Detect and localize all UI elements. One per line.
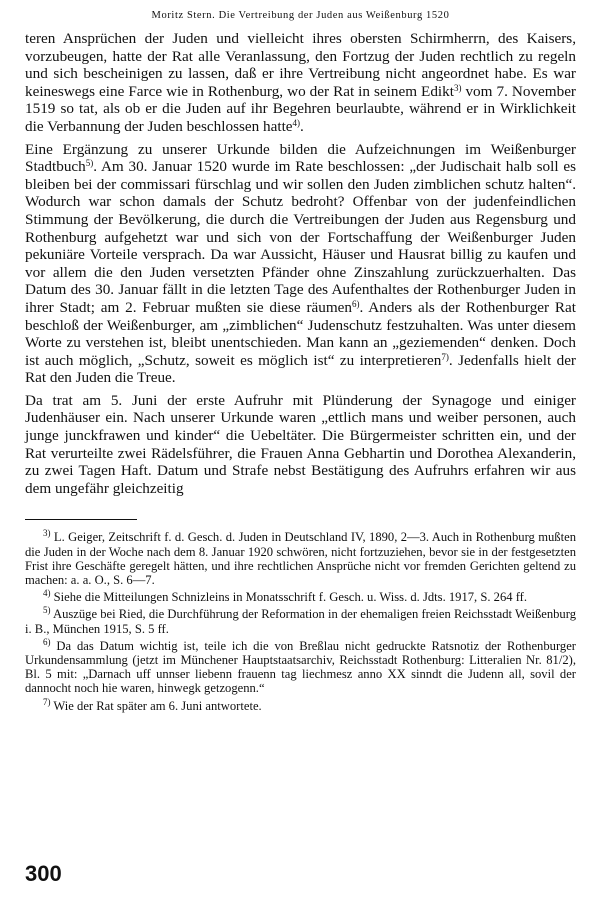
footnote bbox=[25, 607, 576, 635]
paragraph bbox=[25, 30, 576, 136]
footnote-marker: 5) bbox=[43, 605, 51, 616]
footnote-text: Da das Datum wichtig ist, teile ich die von Breßlau nicht gedruckte Ratsnotiz der Rothenburger Urkundensammlung (jetzt im Münchener Hauptstaatsarchiv, Reichsstadt Rothenburg: Litteralien Nr. 81/2), Bl. 5 mit: „Darnach uff unnser liebenn frauenn tag liechmesz anno XX sinndt die Judenn all, sovil der dannocht noch hie waren, hinwegk getzogenn.“ bbox=[25, 638, 576, 696]
main-text bbox=[25, 30, 576, 497]
footnote-ref[interactable]: 3) bbox=[453, 82, 462, 93]
footnote-ref[interactable]: 4) bbox=[292, 117, 301, 128]
footnote-marker: 7) bbox=[43, 696, 51, 707]
footnote-ref[interactable]: 5) bbox=[85, 158, 94, 169]
text-run: Eine Ergänzung zu unserer Urkunde bilden die Aufzeichnungen im Weißenburger Stadtbuch bbox=[25, 140, 576, 176]
paragraph bbox=[25, 392, 576, 498]
text-run: vom 7. November 1519 so tat, als ob er die Juden auf ihr Begehren beurlaubte, während er in Wirklichkeit die Verbannung der Juden beschlossen hatte bbox=[25, 82, 576, 135]
paragraph bbox=[25, 141, 576, 387]
text-run: . Jedenfalls hielt der Rat den Juden die Treue. bbox=[25, 351, 576, 387]
footnote-text: Siehe die Mitteilungen Schnizleins in Monatsschrift f. Gesch. u. Wiss. d. Jdts. 1917, S. 264 ff. bbox=[50, 590, 528, 605]
footnote-ref[interactable]: 6) bbox=[352, 298, 360, 309]
footnote-marker: 3) bbox=[43, 528, 51, 539]
footnote-divider bbox=[25, 519, 137, 520]
footnote bbox=[25, 530, 576, 587]
text-run: . bbox=[300, 117, 304, 135]
page-number: 300 bbox=[25, 861, 62, 886]
footnote-marker: 4) bbox=[43, 588, 51, 599]
running-header: Moritz Stern. Die Vertreibung der Juden aus Weißenburg 1520 bbox=[151, 10, 450, 21]
footnotes bbox=[25, 530, 576, 712]
footnote-marker: 6) bbox=[43, 636, 51, 647]
footnote-text: L. Geiger, Zeitschrift f. d. Gesch. d. Juden in Deutschland IV, 1890, 2—3. Auch in Rothenburg mußten die Juden in der Woche nach dem 8. Januar 1920 schwören, nicht fortzuziehen, bevor sie in der festgesetzten Frist ihre Geschäfte geregelt hätten, und ihre rechtlichen Ansprüche nicht vor fremden Gerichten geltend zu machen: a. a. O., S. 6—7. bbox=[25, 530, 576, 588]
footnote bbox=[25, 590, 576, 604]
text-run: . Am 30. Januar 1520 wurde im Rate beschlossen: „der Judischait halb soll es bleiben bei der commissari fürschlag und wir sollen den Juden zimblichen schutz halten“. Wodurch war schon damals der Schutz bedroht? Offenbar von der judenfeindlichen Stimmung der Bevölkerung, die durch die Vertreibungen der Juden aus Regensburg und Rothenburg aufgehetzt war und sich von der Fortschaffung der Weißenburger Juden pekuniäre Vorteile versprach. Da war Aussicht, Häuser und Hausrat billig zu kaufen und vor allem die den Juden versetzten Pfänder ohne Zinszahlung zurückzuerhalten. Das Datum des 30. Januar fällt in die letzten Tage des Aufenthaltes der Rothenburger Juden in ihrer Stadt; am 2. Februar mußten sie diese räumen bbox=[25, 158, 576, 316]
footnote-ref[interactable]: 7) bbox=[441, 351, 449, 362]
footnote bbox=[25, 696, 576, 713]
footnote bbox=[25, 636, 576, 696]
footnote-text: Auszüge bei Ried, die Durchführung der Reformation in der ehemaligen freien Reichsstadt Weißenburg i. B., München 1915, S. 5 ff. bbox=[25, 607, 576, 636]
text-run: teren Ansprüchen der Juden und vielleicht ihres obersten Schirmherrn, des Kaisers, vorzubeugen, hatte der Rat alle Veranlassung, den Fortzug der Juden rechtlich zu regeln und sich bescheinigen zu lassen, daß er ihre Vertreibung nicht angeordnet habe. Es war keineswegs eine Farce wie in Rothenburg, wo der Rat in seinem Edikt bbox=[25, 30, 576, 100]
text-run: . Anders als der Rothenburger Rat beschloß der Weißenburger, am „zimblichen“ Judenschutz festzuhalten. Was unter diesem Worte zu verstehen ist, bleibt unentschieden. Man kann an „geziemenden“ denken. Doch ist auch möglich, „Schutz, soweit es möglich ist“ zu interpretieren bbox=[25, 298, 576, 369]
text-run: Da trat am 5. Juni der erste Aufruhr mit Plünderung der Synagoge und einiger Judenhäuser ein. Nach unserer Urkunde waren „ettlich mans und weiber personen, auch junge junckfrawen und kinder“ die Uebeltäter. Die Bürgermeister schritten ein, und der Rat verurteilte zwei Rädelsführer, die Frauen Anna Gebhartin und Dorothea Alexanderin, zu zwei Tagen Haft. Datum und Strafe nebst Bestätigung des Aufruhrs erfahren wir aus dem ungefähr gleichzeitig bbox=[25, 391, 576, 497]
footnote-text: Wie der Rat später am 6. Juni antwortete. bbox=[50, 698, 262, 713]
